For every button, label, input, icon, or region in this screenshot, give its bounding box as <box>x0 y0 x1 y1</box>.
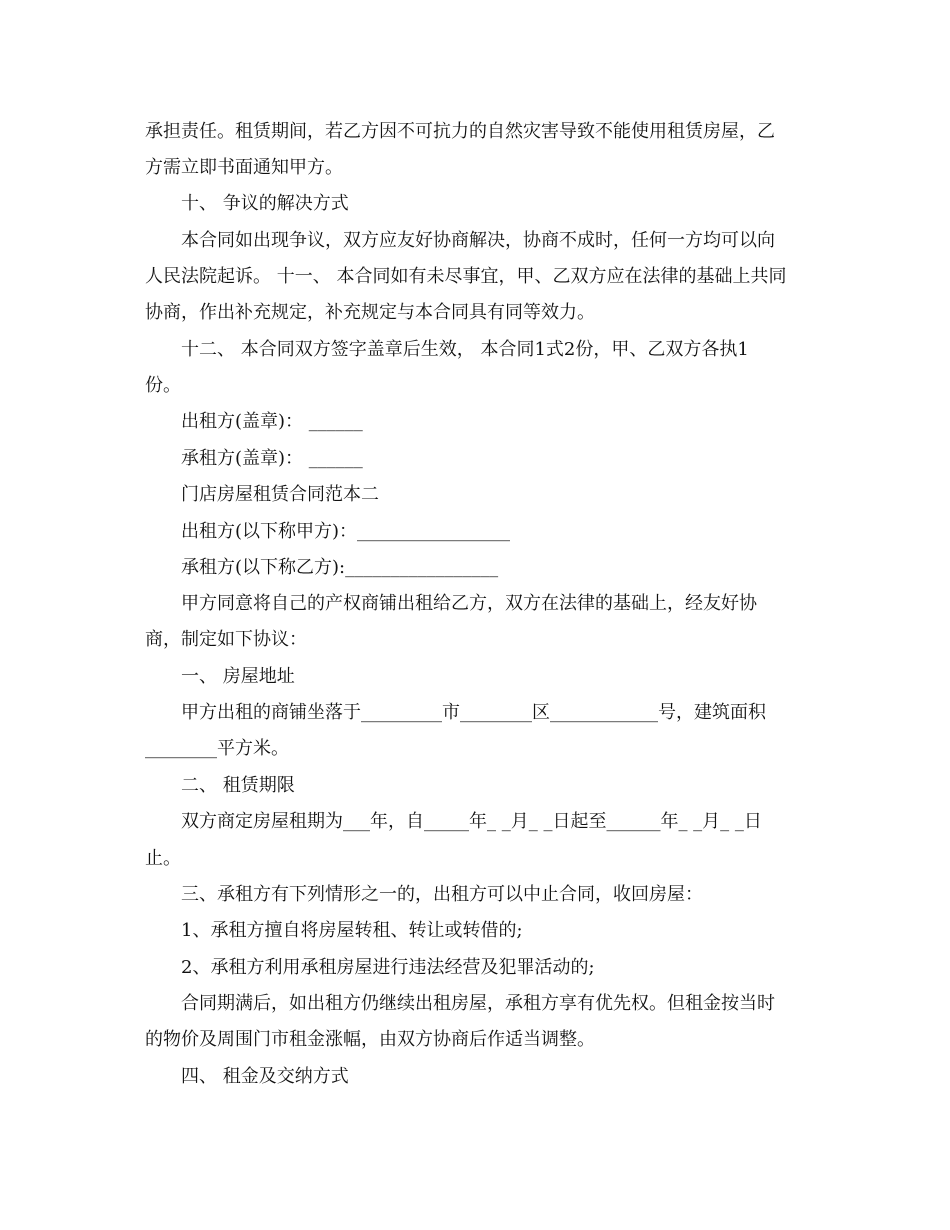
body-text-line: 商，制定如下协议： <box>145 629 307 650</box>
section-heading-3: 三、承租方有下列情形之一的，出租方可以中止合同，收回房屋： <box>181 884 703 905</box>
body-text-line: 十二、 本合同双方签字盖章后生效， 本合同1式2份，甲、乙双方各执1 <box>181 339 749 360</box>
section-heading-10: 十、 争议的解决方式 <box>181 193 349 214</box>
body-text-line: 本合同如出现争议，双方应友好协商解决，协商不成时，任何一方均可以向 <box>181 230 775 251</box>
body-text-line: 协商，作出补充规定，补充规定与本合同具有同等效力。 <box>145 302 595 323</box>
section-heading-1: 一、 房屋地址 <box>181 666 295 687</box>
lessee-seal-line: 承租方(盖章)： ______ <box>181 448 363 469</box>
body-text-line: 的物价及周围门市租金涨幅，由双方协商后作适当调整。 <box>145 1029 595 1050</box>
list-item: 2、承租方利用承租房屋进行违法经营及犯罪活动的; <box>181 957 595 978</box>
body-text-line: 份。 <box>145 375 181 396</box>
body-text-line: ________平方米。 <box>145 738 289 759</box>
body-text-line: 甲方同意将自己的产权商铺出租给乙方，双方在法律的基础上，经友好协 <box>181 593 757 614</box>
body-text-line: 止。 <box>145 848 181 869</box>
party-a-line: 出租方(以下称甲方)：_________________ <box>181 521 511 542</box>
template-two-title: 门店房屋租赁合同范本二 <box>181 484 379 505</box>
body-text-line: 承担责任。租赁期间，若乙方因不可抗力的自然灾害导致不能使用租赁房屋，乙 <box>145 121 775 142</box>
body-text-line: 双方商定房屋租期为___年，自_____年_ _月_ _日起至______年_ _月_ _日 <box>181 811 762 832</box>
list-item: 1、承租方擅自将房屋转租、转让或转借的; <box>181 920 523 941</box>
body-text-line: 人民法院起诉。 十一、 本合同如有未尽事宜，甲、乙双方应在法律的基础上共同 <box>145 266 787 287</box>
body-text-line: 甲方出租的商铺坐落于_________市________区____________号，建筑面积 <box>181 702 766 723</box>
section-heading-4: 四、 租金及交纳方式 <box>181 1066 349 1087</box>
party-b-line: 承租方(以下称乙方):_________________ <box>181 557 499 578</box>
section-heading-2: 二、 租赁期限 <box>181 775 295 796</box>
lessor-seal-line: 出租方(盖章)： ______ <box>181 411 363 432</box>
body-text-line: 合同期满后，如出租方仍继续出租房屋，承租方享有优先权。但租金按当时 <box>181 993 775 1014</box>
body-text-line: 方需立即书面通知甲方。 <box>145 157 343 178</box>
